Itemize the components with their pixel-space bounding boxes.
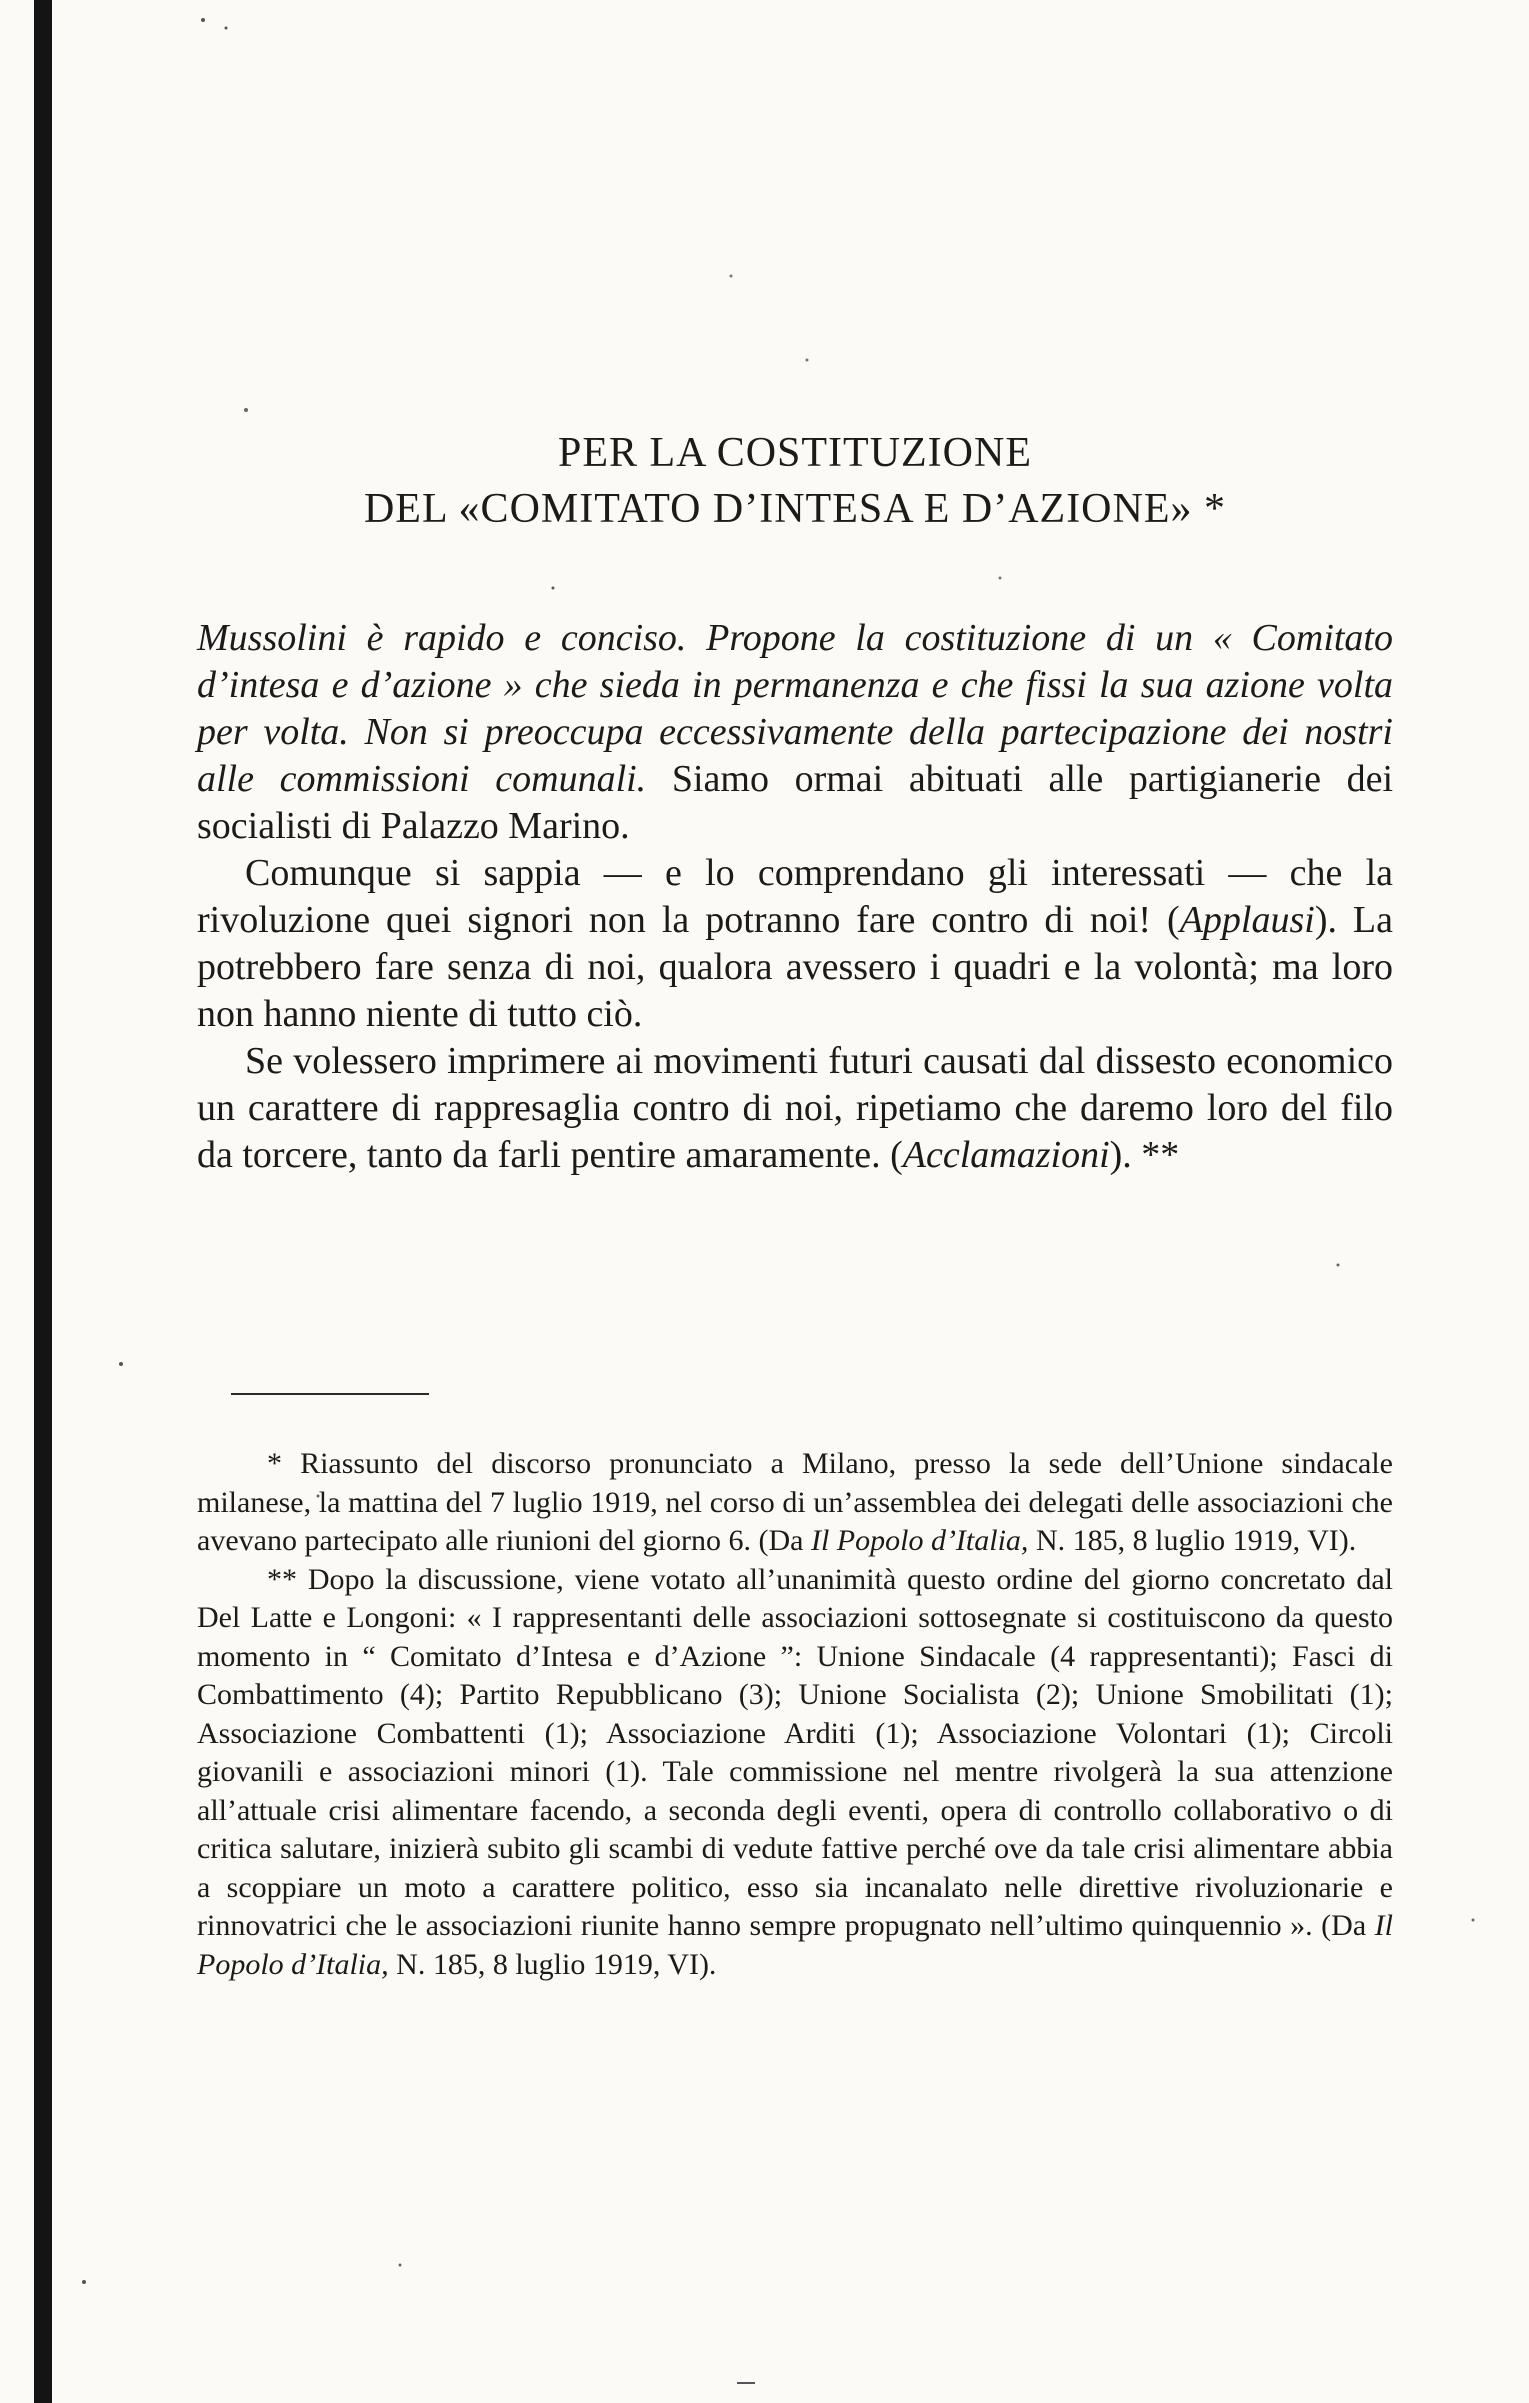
scan-speck (737, 2382, 755, 2384)
speech-body (197, 615, 1393, 1179)
footnote-2-source: Il Popolo d’Italia, (197, 1909, 1393, 1981)
paragraph-1-text: Siamo ormai abituati alle partigianerie dei socialisti di Palazzo Marino. (197, 758, 1393, 847)
chapter-title-line-2: DEL «COMITATO D’INTESA E D’AZIONE» * (363, 486, 1227, 532)
scan-speck (225, 27, 228, 30)
paragraph-2-text-end: ). La potrebbero fare senza di noi, qualora avessero i quadri e la volontà; ma loro non hanno niente di tutto ciò. (197, 899, 1394, 1035)
paragraph-2-text: Comunque si sappia — e lo comprendano gli interessati — che la rivoluzione quei signori non la potranno fare contro di noi! ( (197, 852, 1393, 941)
paragraph-1-italic-summary: Mussolini è rapido e conciso. Propone la costituzione di un « Comitato d’intesa e d’azione » che sieda in permanenza e che fissi la sua azione volta per volta. Non si preoccupa eccessivamente della partecipazione dei nostri alle commissioni comunali. (197, 617, 1393, 800)
footnote-1-text: * Riassunto del discorso pronunciato a Milano, presso la sede dell’Unione sindacale milanese, la mattina del 7 luglio 1919, nel corso di un’assemblea dei delegati delle associazioni che avevano partecipato alle riunioni del giorno 6. (Da (197, 1447, 1393, 1557)
chapter-title-line-1: PER LA COSTITUZIONE (558, 430, 1032, 476)
paragraph-2-applause: Applausi (1179, 899, 1315, 941)
scan-speck (399, 2264, 402, 2267)
paragraph-2 (197, 850, 1393, 1038)
scan-speck (82, 2280, 86, 2284)
scan-speck (1472, 1919, 1475, 1922)
footnotes (197, 1445, 1393, 1984)
paragraph-3 (197, 1038, 1393, 1179)
scan-speck (244, 408, 248, 412)
paragraph-1 (197, 615, 1393, 850)
footnote-divider (231, 1393, 429, 1395)
scan-speck (119, 1362, 123, 1366)
footnote-1-source: Il Popolo d’Italia, (810, 1524, 1029, 1557)
scan-speck (730, 275, 733, 278)
footnote-2-text: ** Dopo la discussione, viene votato all’unanimità questo ordine del giorno concretato dal Del Latte e Longoni: « I rappresentanti delle associazioni sottosegnate si costituiscono da questo momento in “ Comitato d’Intesa e d’Azione ”: Unione Sindacale (4 rappresentanti); Fasci di Combattimento (4); Partito Repubblicano (3); Unione Socialista (2); Unione Smobilitati (1); Associazione Combattenti (1); Associazione Arditi (1); Associazione Volontari (1); Circoli giovanili e associazioni minori (1). Tale commissione nel mentre rivolgerà la sua attenzione all’attuale crisi alimentare facendo, a seconda degli eventi, opera di controllo collaborativo o di critica salutare, inizierà subito gli scambi di vedute fattive perché ove da tale crisi alimentare abbia a scoppiare un moto a carattere politico, esso sia incanalato nelle direttive rivoluzionarie e rinnovatrici che le associazioni riunite hanno sempre propugnato nell’ultimo quinquennio ». (Da (197, 1562, 1393, 1942)
footnote-2-text-end: N. 185, 8 luglio 1919, VI). (388, 1947, 717, 1981)
paragraph-3-text-end: ). ** (1109, 1134, 1180, 1176)
scan-speck (806, 359, 809, 362)
page-content (197, 425, 1393, 1984)
paragraph-3-acclamations: Acclamazioni (902, 1134, 1110, 1176)
scan-speck (201, 18, 205, 22)
chapter-title (197, 425, 1393, 537)
footnote-1-text-end: N. 185, 8 luglio 1919, VI). (1028, 1524, 1357, 1557)
paragraph-3-text: Se volessero imprimere ai movimenti futuri causati dal dissesto economico un carattere di rappresaglia contro di noi, ripetiamo che daremo loro del filo da torcere, tanto da farli pentire amaramente. ( (197, 1040, 1393, 1176)
footnote-2 (197, 1561, 1393, 1985)
footnote-1 (197, 1445, 1393, 1561)
